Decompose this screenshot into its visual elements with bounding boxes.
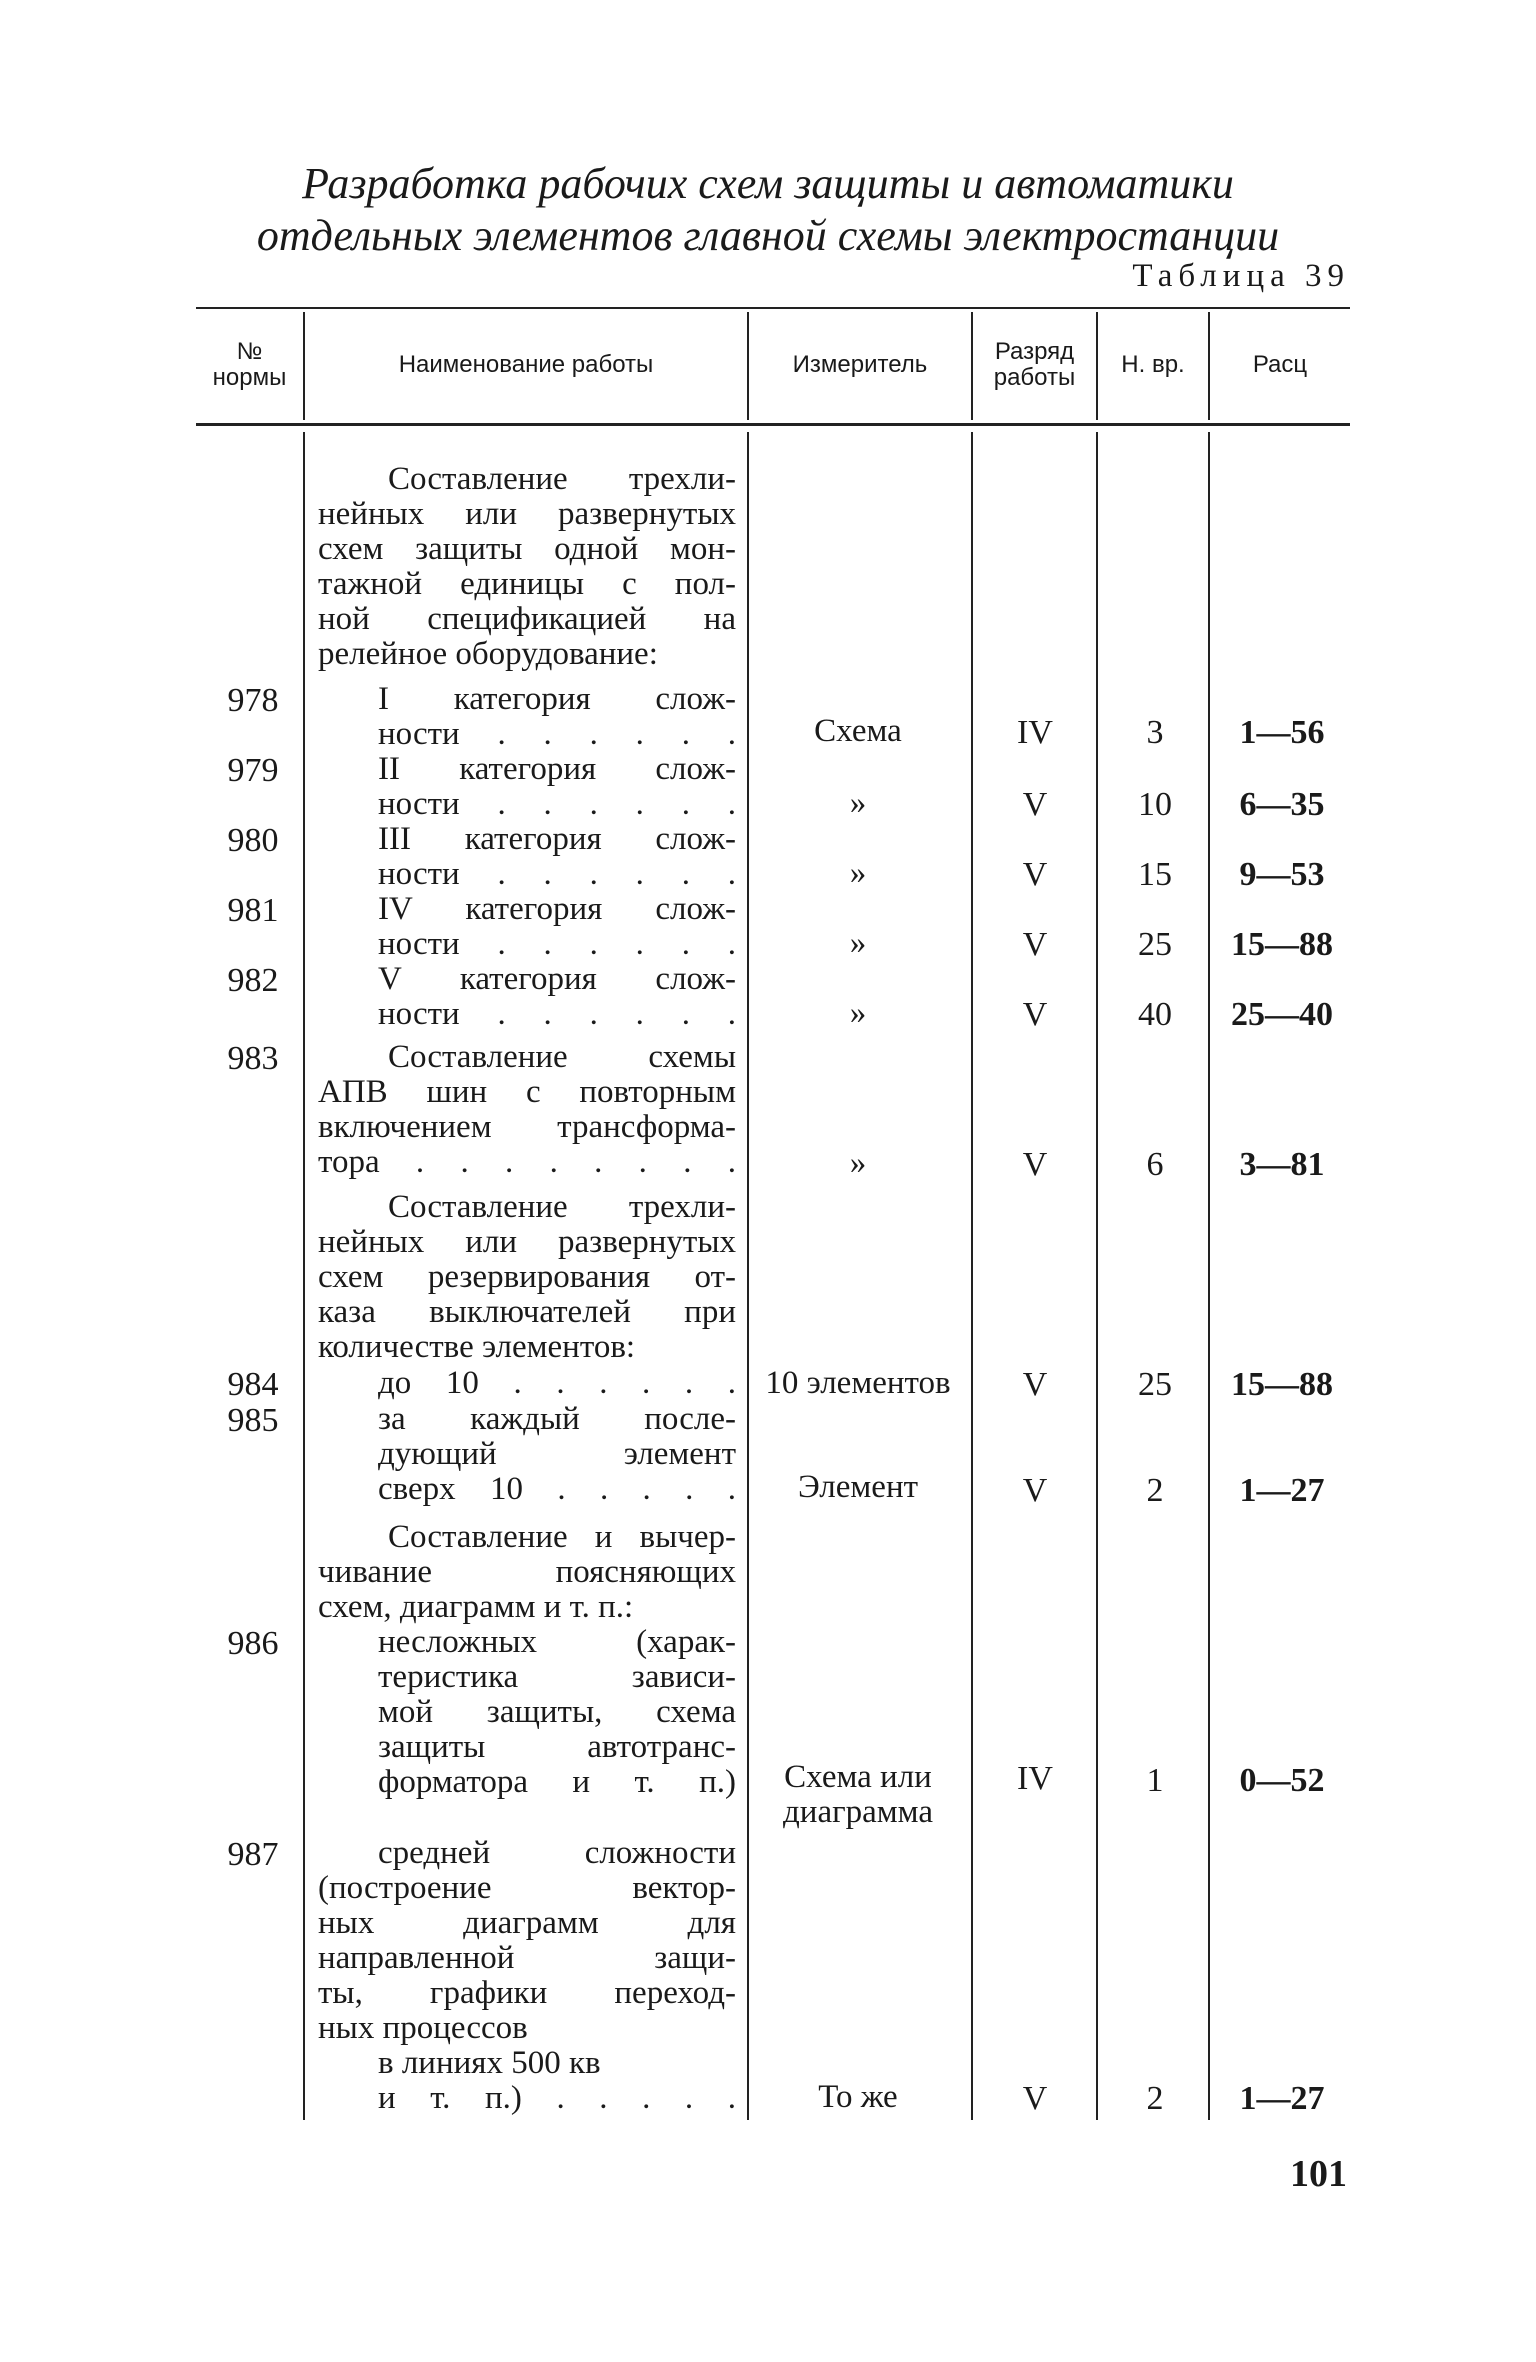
desc-line: дующий элемент: [378, 1436, 736, 1472]
group-line: Составление трехли-: [388, 1189, 736, 1225]
row-rate: 9—53: [1239, 856, 1325, 893]
row-number: 982: [227, 962, 279, 999]
desc-line: за каждый после-: [378, 1401, 736, 1437]
header-num-symbol: №: [236, 338, 263, 365]
row-measure: »: [849, 995, 867, 1031]
header-grade: [973, 312, 1096, 418]
row-rate: 3—81: [1239, 1146, 1325, 1183]
header-name: Наименование работы: [398, 351, 654, 378]
header-grade-line2: работы: [993, 364, 1076, 391]
group-line: нейных или развернутых: [318, 1224, 736, 1260]
row-description: [318, 822, 736, 892]
group-intro: [318, 462, 736, 672]
row-description: [318, 1836, 736, 2116]
row-description: [318, 962, 736, 1032]
row-number: 986: [227, 1625, 279, 1662]
row-grade: V: [1022, 926, 1048, 963]
group-line: схем защиты одной мон-: [318, 531, 736, 567]
row-measure: »: [849, 855, 867, 891]
row-hours: 25: [1138, 926, 1172, 963]
row-hours: 6: [1146, 1146, 1164, 1183]
row-hours: 25: [1138, 1366, 1172, 1403]
row-rate: 1—27: [1239, 2080, 1325, 2117]
desc-line: включением трансформа-: [318, 1109, 736, 1145]
desc-line: ности . . . . . .: [378, 786, 736, 822]
row-measure: »: [849, 1145, 867, 1181]
row-rate: 15—88: [1231, 926, 1333, 963]
desc-line: теристика зависи-: [378, 1659, 736, 1695]
group-line: релейное оборудование:: [318, 636, 658, 672]
row-grade: IV: [1017, 1760, 1053, 1797]
column-divider: [1096, 432, 1098, 2120]
desc-line: в линиях 500 кв: [378, 2045, 601, 2081]
row-number: 978: [227, 682, 279, 719]
desc-line: ных диаграмм для: [318, 1905, 736, 1941]
header-num: [196, 312, 303, 418]
column-divider: [1208, 432, 1210, 2120]
row-measure: То же: [818, 2079, 898, 2115]
row-description: [318, 1625, 736, 1800]
row-grade: V: [1022, 1146, 1048, 1183]
page-title-line1: Разработка рабочих схем защиты и автоматики: [302, 159, 1234, 208]
desc-line: ных процессов: [318, 2010, 528, 2046]
row-number: 979: [227, 752, 279, 789]
desc-line: и т. п.) . . . . .: [378, 2080, 736, 2116]
row-grade: V: [1022, 1366, 1048, 1403]
row-rate: 1—56: [1239, 714, 1325, 751]
desc-line: ности . . . . . .: [378, 716, 736, 752]
group-line: нейных или развернутых: [318, 496, 736, 532]
desc-line: несложных (харак-: [378, 1624, 736, 1660]
desc-line: V категория слож-: [378, 961, 736, 997]
row-number: 984: [227, 1366, 279, 1403]
row-rate: 25—40: [1231, 996, 1333, 1033]
column-divider: [971, 432, 973, 2120]
row-number: 985: [227, 1402, 279, 1439]
group-line: Составление и вычер-: [388, 1519, 736, 1555]
row-rate: 6—35: [1239, 786, 1325, 823]
group-intro: [318, 1190, 736, 1365]
row-hours: 2: [1146, 2080, 1164, 2117]
desc-line: I категория слож-: [378, 681, 736, 717]
desc-line: сверх 10 . . . . .: [378, 1471, 736, 1507]
desc-line: ности . . . . . .: [378, 926, 736, 962]
desc-line: направленной защи-: [318, 1940, 736, 1976]
row-grade: V: [1022, 856, 1048, 893]
group-line: каза выключателей при: [318, 1294, 736, 1330]
row-measure: Элемент: [797, 1469, 919, 1505]
row-measure: Схема: [814, 713, 902, 749]
group-intro: [318, 1520, 736, 1625]
measure-line: Схема или: [784, 1759, 932, 1795]
column-divider: [747, 432, 749, 2120]
row-hours: 10: [1138, 786, 1172, 823]
group-line: ной спецификацией на: [318, 601, 736, 637]
row-measure: 10 элементов: [765, 1365, 951, 1401]
row-hours: 40: [1138, 996, 1172, 1033]
row-number: 980: [227, 822, 279, 859]
header-hours: Н. вр.: [1121, 351, 1185, 378]
row-measure: »: [849, 785, 867, 821]
desc-line: АПВ шин с повторным: [318, 1074, 736, 1110]
desc-line: мой защиты, схема: [378, 1694, 736, 1730]
measure-line: диаграмма: [783, 1794, 933, 1830]
header-grade-line1: Разряд: [994, 338, 1075, 365]
desc-line: форматора и т. п.): [378, 1764, 736, 1800]
row-grade: V: [1022, 786, 1048, 823]
row-hours: 3: [1146, 714, 1164, 751]
row-measure: [752, 1760, 964, 1830]
row-rate: 1—27: [1239, 1472, 1325, 1509]
header-measure: Измеритель: [792, 351, 928, 378]
row-grade: V: [1022, 2080, 1048, 2117]
group-line: количестве элементов:: [318, 1329, 636, 1365]
header-rate: Расц: [1252, 351, 1308, 378]
row-number: 981: [227, 892, 279, 929]
desc-line: тора . . . . . . . .: [318, 1144, 736, 1180]
row-rate: 0—52: [1239, 1762, 1325, 1799]
row-hours: 1: [1146, 1762, 1164, 1799]
row-grade: IV: [1017, 714, 1053, 751]
group-line: чивание поясняющих: [318, 1554, 736, 1590]
desc-line: (построение вектор-: [318, 1870, 736, 1906]
row-number: 987: [227, 1836, 279, 1873]
row-description: [318, 752, 736, 822]
header-num-label: нормы: [212, 364, 287, 391]
group-line: схем, диаграмм и т. п.:: [318, 1589, 634, 1625]
desc-line: защиты автотранс-: [378, 1729, 736, 1765]
page-number: 101: [1290, 2153, 1347, 2195]
row-description: [318, 1040, 736, 1180]
row-grade: V: [1022, 996, 1048, 1033]
desc-line: ности . . . . . .: [378, 996, 736, 1032]
row-hours: 15: [1138, 856, 1172, 893]
row-description: [318, 682, 736, 752]
desc-line: до 10 . . . . . .: [378, 1365, 736, 1401]
page-title-line2: отдельных элементов главной схемы электростанции: [256, 211, 1280, 260]
row-description: [318, 892, 736, 962]
table-caption: Таблица 39: [1132, 258, 1350, 294]
row-number: 983: [227, 1040, 279, 1077]
header-bottom-rule: [196, 423, 1350, 426]
group-line: Составление трехли-: [388, 461, 736, 497]
row-grade: V: [1022, 1472, 1048, 1509]
desc-line: III категория слож-: [378, 821, 736, 857]
group-line: схем резервирования от-: [318, 1259, 736, 1295]
desc-line: IV категория слож-: [378, 891, 736, 927]
table-top-rule: [196, 307, 1350, 309]
row-rate: 15—88: [1231, 1366, 1333, 1403]
row-description: [318, 1366, 736, 1401]
desc-line: II категория слож-: [378, 751, 736, 787]
desc-line: ты, графики переход-: [318, 1975, 736, 2011]
row-description: [318, 1402, 736, 1507]
row-hours: 2: [1146, 1472, 1164, 1509]
desc-line: средней сложности: [378, 1835, 736, 1871]
desc-line: Составление схемы: [388, 1039, 736, 1075]
group-line: тажной единицы с пол-: [318, 566, 736, 602]
desc-line: ности . . . . . .: [378, 856, 736, 892]
row-measure: »: [849, 925, 867, 961]
